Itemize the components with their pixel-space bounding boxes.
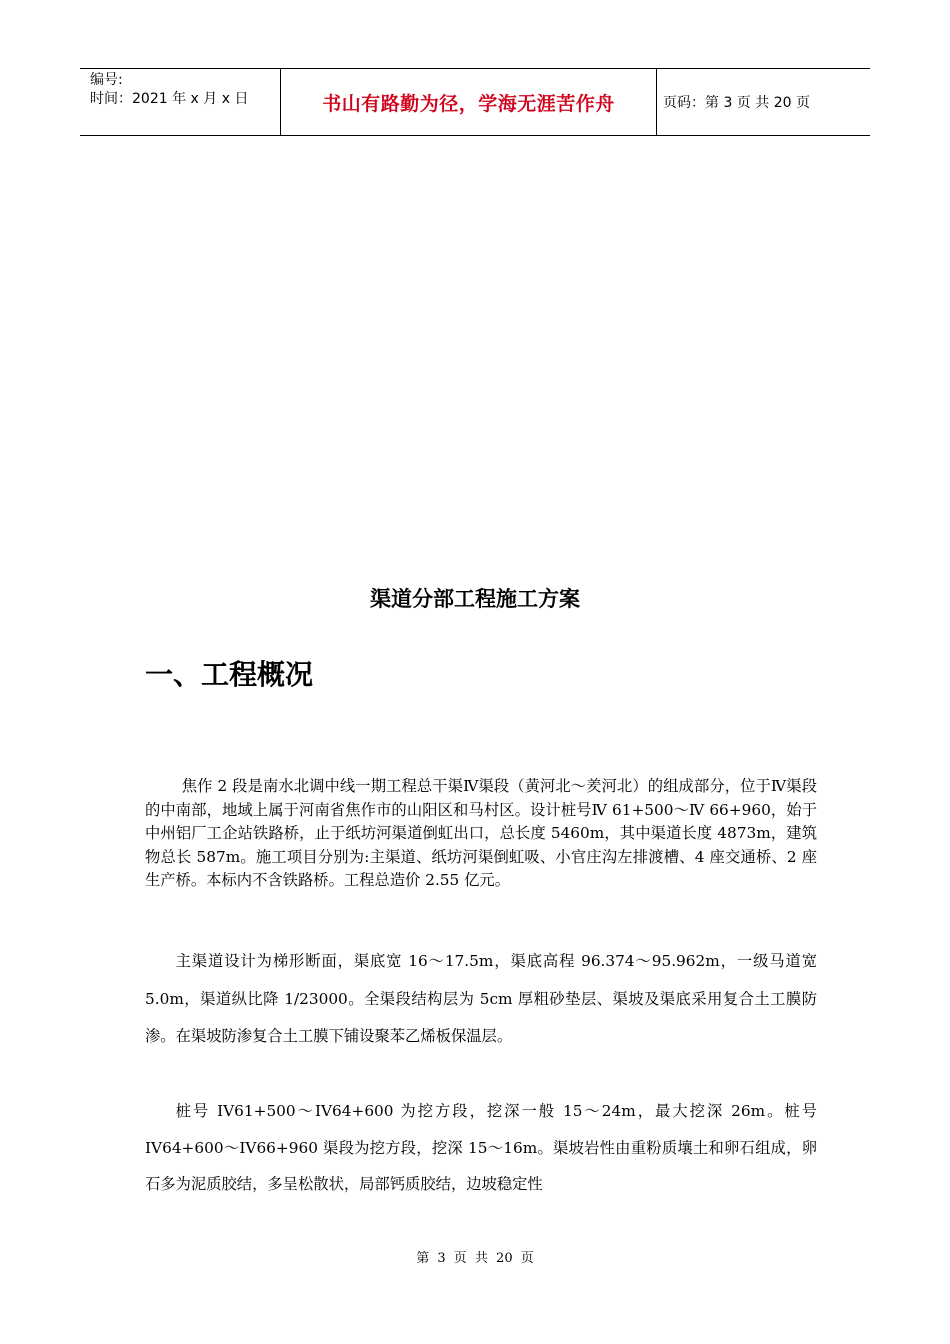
paragraph-overview: 焦作 2 段是南水北调中线一期工程总干渠Ⅳ渠段（黄河北～羑河北）的组成部分，位于Ⅳ渠段的中南部，地域上属于河南省焦作市的山阳区和马村区。设计桩号Ⅳ 61+500～Ⅳ 66+960，始于中州铝厂工企站铁路桥，止于纸坊河渠道倒虹出口，总长度 5460m，其中渠道长度 4873m，建筑物总长 587m。施工项目分别为:主渠道、纸坊河渠倒虹吸、小官庄沟左排渡槽、4 座交通桥、2 座生产桥。本标内不含铁路桥。工程总造价 2.55 亿元。 [145, 777, 817, 889]
document-number-label: 编号: [90, 72, 123, 88]
paragraph-main-channel: 主渠道设计为梯形断面，渠底宽 16～17.5m，渠底高程 96.374～95.962m，一级马道宽 5.0m，渠道纵比降 1/23000。全渠段结构层为 5cm 厚粗砂垫层、渠坡及渠底采用复合土工膜防渗。在渠坡防渗复合土工膜下铺设聚苯乙烯板保温层。 [145, 952, 817, 1046]
header-motto: 书山有路勤为径，学海无涯苦作舟 [281, 69, 657, 135]
page-footer: 第 3 页 共 20 页 [416, 1251, 534, 1266]
paragraph-excavation: 桩号 IV61+500～IV64+600 为挖方段，挖深一般 15～24m，最大挖深 26m。桩号 IV64+600～IV66+960 渠段为挖方段，挖深 15～16m。渠坡岩性由重粉质壤土和卵石组成，卵石多为泥质胶结，多呈松散状，局部钙质胶结，边坡稳定性 [145, 1102, 817, 1193]
header-page-info: 页码：第 3 页 共 20 页 [663, 95, 810, 111]
header-table [80, 68, 870, 136]
header-meta [80, 69, 281, 135]
section-heading: 一、工程概况 [145, 658, 314, 691]
document-title: 渠道分部工程施工方案 [370, 587, 580, 611]
document-date: 时间：2021 年 x 月 x 日 [90, 91, 249, 107]
